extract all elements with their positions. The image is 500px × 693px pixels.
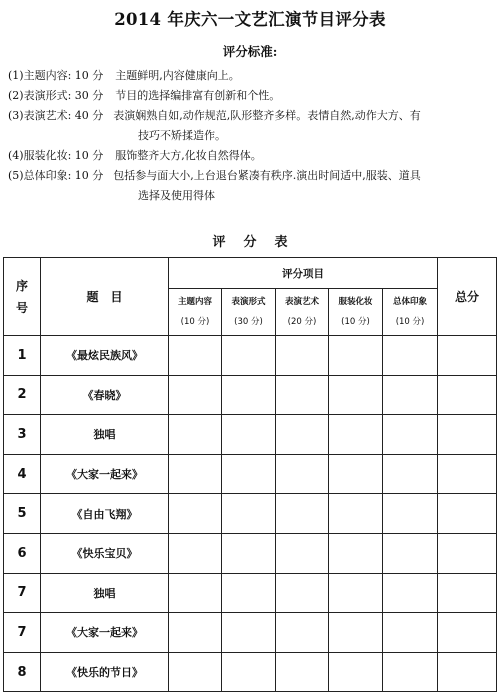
total-cell[interactable]	[438, 613, 497, 653]
criteria-item	[8, 86, 494, 106]
criteria-desc: 服饰整齐大方,化妆自然得体。	[115, 149, 262, 162]
score-table	[3, 257, 497, 692]
program-header: 题 目	[41, 258, 169, 336]
score-cell[interactable]	[222, 494, 276, 534]
score-cell[interactable]	[222, 613, 276, 653]
score-cell[interactable]	[169, 375, 222, 415]
score-cell[interactable]	[383, 533, 438, 573]
seq-header-top: 序	[15, 278, 28, 293]
criteria-heading: 评分标准:	[222, 44, 278, 59]
item-points: (20 分)	[287, 317, 317, 327]
program-cell: 独唱	[41, 573, 169, 613]
item-header-costume	[329, 289, 383, 336]
score-cell[interactable]	[276, 613, 329, 653]
item-name: 总体印象	[393, 297, 428, 307]
total-cell[interactable]	[438, 494, 497, 534]
score-cell[interactable]	[383, 375, 438, 415]
score-cell[interactable]	[276, 375, 329, 415]
table-row	[4, 336, 497, 376]
table-row	[4, 375, 497, 415]
seq-header	[4, 258, 41, 336]
program-cell: 《快乐宝贝》	[41, 533, 169, 573]
page-title: 2014 年庆六一文艺汇演节目评分表	[114, 10, 386, 29]
table-row	[4, 613, 497, 653]
program-cell: 《春晓》	[41, 375, 169, 415]
criteria-item	[8, 106, 494, 126]
program-cell: 独唱	[41, 415, 169, 455]
criteria-desc: 节目的选择编排富有创新和个性。	[115, 89, 281, 102]
seq-cell: 2	[4, 375, 41, 415]
item-points: (10 分)	[395, 317, 425, 327]
seq-cell: 5	[4, 494, 41, 534]
item-name: 表演形式	[231, 297, 266, 307]
criteria-item	[8, 166, 494, 186]
program-cell: 《自由飞翔》	[41, 494, 169, 534]
score-cell[interactable]	[222, 573, 276, 613]
item-points: (30 分)	[234, 317, 263, 327]
program-cell: 《大家一起来》	[41, 613, 169, 653]
criteria-label: (5)总体印象: 10 分	[8, 169, 104, 182]
criteria-desc: 表演娴熟自如,动作规范,队形整齐多样。表情自然,动作大方、有	[113, 109, 421, 122]
score-cell[interactable]	[222, 336, 276, 376]
seq-cell: 3	[4, 415, 41, 455]
item-points: (10 分)	[341, 317, 370, 327]
item-points: (10 分)	[180, 317, 210, 327]
score-cell[interactable]	[329, 573, 383, 613]
table-row	[4, 573, 497, 613]
total-cell[interactable]	[438, 652, 497, 692]
total-cell[interactable]	[438, 573, 497, 613]
score-cell[interactable]	[329, 415, 383, 455]
table-row	[4, 652, 497, 692]
score-cell[interactable]	[383, 652, 438, 692]
criteria-label: (4)服装化妆: 10 分	[8, 149, 104, 162]
score-cell[interactable]	[222, 415, 276, 455]
criteria-desc-continued: 选择及使用得体	[138, 189, 215, 202]
program-cell: 《大家一起来》	[41, 454, 169, 494]
score-cell[interactable]	[383, 494, 438, 534]
table-title: 评分表	[212, 235, 306, 250]
item-name: 表演艺术	[284, 297, 319, 307]
score-cell[interactable]	[383, 336, 438, 376]
score-cell[interactable]	[276, 336, 329, 376]
score-cell[interactable]	[169, 533, 222, 573]
score-cell[interactable]	[276, 533, 329, 573]
item-name: 主题内容	[177, 297, 212, 307]
score-cell[interactable]	[222, 652, 276, 692]
score-cell[interactable]	[169, 415, 222, 455]
criteria-desc: 包括参与面大小,上台退台紧凑有秩序.演出时间适中,服装、道具	[113, 169, 421, 182]
item-header-art	[276, 289, 329, 336]
item-header-form	[222, 289, 276, 336]
table-row	[4, 494, 497, 534]
score-cell[interactable]	[276, 652, 329, 692]
score-cell[interactable]	[169, 573, 222, 613]
table-row	[4, 533, 497, 573]
score-cell[interactable]	[383, 454, 438, 494]
score-cell[interactable]	[329, 375, 383, 415]
total-cell[interactable]	[438, 375, 497, 415]
seq-cell: 4	[4, 454, 41, 494]
criteria-item	[8, 66, 494, 86]
score-cell[interactable]	[329, 454, 383, 494]
program-cell: 《快乐的节日》	[41, 652, 169, 692]
seq-cell: 1	[4, 336, 41, 376]
score-cell[interactable]	[276, 415, 329, 455]
total-cell[interactable]	[438, 415, 497, 455]
program-cell: 《最炫民族风》	[41, 336, 169, 376]
criteria-label: (1)主题内容: 10 分	[8, 69, 104, 82]
score-cell[interactable]	[169, 652, 222, 692]
total-header: 总分	[438, 258, 497, 336]
table-row	[4, 454, 497, 494]
score-cell[interactable]	[222, 454, 276, 494]
score-cell[interactable]	[329, 533, 383, 573]
score-cell[interactable]	[329, 336, 383, 376]
item-header-theme	[169, 289, 222, 336]
seq-header-bottom: 号	[15, 300, 28, 315]
score-cell[interactable]	[169, 454, 222, 494]
table-row	[4, 415, 497, 455]
score-cell[interactable]	[222, 375, 276, 415]
criteria-label: (3)表演艺术: 40 分	[8, 109, 104, 122]
score-cell[interactable]	[329, 494, 383, 534]
seq-cell: 6	[4, 533, 41, 573]
score-cell[interactable]	[169, 494, 222, 534]
score-cell[interactable]	[276, 573, 329, 613]
score-cell[interactable]	[276, 494, 329, 534]
score-cell[interactable]	[329, 613, 383, 653]
score-cell[interactable]	[383, 415, 438, 455]
criteria-item	[8, 146, 494, 166]
scoring-items-header: 评分项目	[169, 258, 438, 289]
total-cell[interactable]	[438, 336, 497, 376]
score-cell[interactable]	[169, 613, 222, 653]
score-cell[interactable]	[329, 652, 383, 692]
score-cell[interactable]	[222, 533, 276, 573]
criteria-desc: 主题鲜明,内容健康向上。	[115, 69, 240, 82]
criteria-list	[8, 66, 494, 206]
criteria-label: (2)表演形式: 30 分	[8, 89, 104, 102]
header-row	[4, 258, 497, 289]
score-cell[interactable]	[276, 454, 329, 494]
total-cell[interactable]	[438, 533, 497, 573]
score-cell[interactable]	[383, 573, 438, 613]
seq-cell: 8	[4, 652, 41, 692]
item-header-impression	[383, 289, 438, 336]
total-cell[interactable]	[438, 454, 497, 494]
item-name: 服装化妆	[338, 297, 373, 307]
seq-cell: 7	[4, 613, 41, 653]
seq-cell: 7	[4, 573, 41, 613]
score-cell[interactable]	[169, 336, 222, 376]
score-cell[interactable]	[383, 613, 438, 653]
criteria-desc-continued: 技巧不矫揉造作。	[138, 129, 226, 142]
